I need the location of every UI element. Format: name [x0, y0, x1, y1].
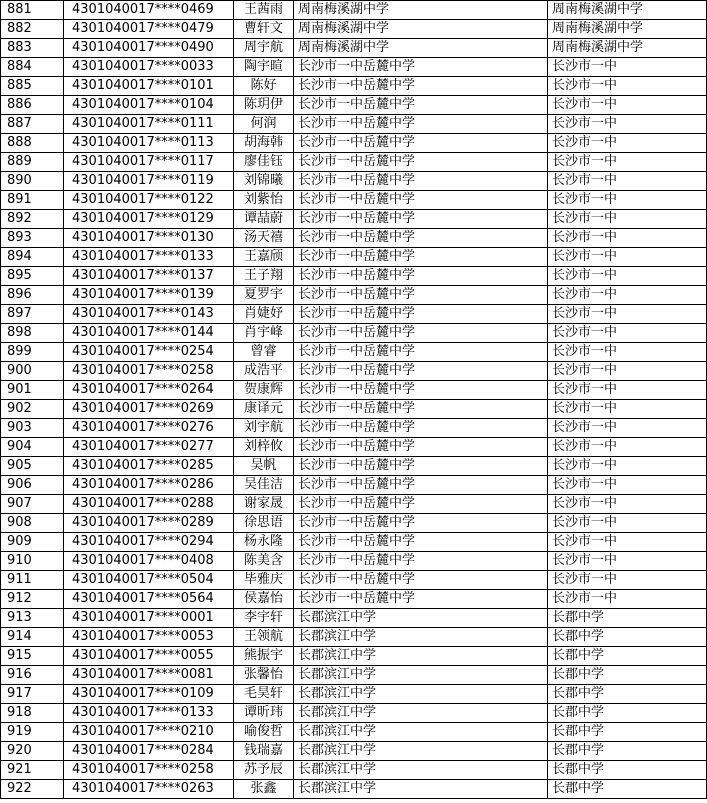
id-number-cell: 4301040017****0113 — [64, 134, 234, 153]
student-name-cell: 肖宇峰 — [234, 324, 294, 343]
student-name-cell: 毛昊轩 — [234, 685, 294, 704]
id-number-cell: 4301040017****0137 — [64, 267, 234, 286]
id-number-cell: 4301040017****0276 — [64, 419, 234, 438]
table-row — [1, 666, 707, 685]
table-row — [1, 115, 707, 134]
table-body — [1, 1, 707, 799]
row-number-cell: 919 — [1, 723, 64, 742]
row-number-cell: 911 — [1, 571, 64, 590]
id-number-cell: 4301040017****0109 — [64, 685, 234, 704]
id-number-cell: 4301040017****0122 — [64, 191, 234, 210]
student-name-cell: 刘紫怡 — [234, 191, 294, 210]
student-name-cell: 陈美含 — [234, 552, 294, 571]
id-number-cell: 4301040017****0504 — [64, 571, 234, 590]
table-row — [1, 571, 707, 590]
id-number-cell: 4301040017****0133 — [64, 248, 234, 267]
student-name-cell: 毕雅庆 — [234, 571, 294, 590]
parent-school-cell: 长沙市一中 — [548, 115, 707, 134]
table-row — [1, 495, 707, 514]
id-number-cell: 4301040017****0479 — [64, 20, 234, 39]
school-cell: 长沙市一中岳麓中学 — [294, 590, 548, 609]
id-number-cell: 4301040017****0277 — [64, 438, 234, 457]
row-number-cell: 916 — [1, 666, 64, 685]
row-number-cell: 881 — [1, 1, 64, 20]
school-cell: 长沙市一中岳麓中学 — [294, 286, 548, 305]
parent-school-cell: 长沙市一中 — [548, 96, 707, 115]
school-cell: 长沙市一中岳麓中学 — [294, 172, 548, 191]
table-row — [1, 761, 707, 780]
row-number-cell: 915 — [1, 647, 64, 666]
row-number-cell: 913 — [1, 609, 64, 628]
id-number-cell: 4301040017****0289 — [64, 514, 234, 533]
school-cell: 长沙市一中岳麓中学 — [294, 438, 548, 457]
id-number-cell: 4301040017****0081 — [64, 666, 234, 685]
school-cell: 长沙市一中岳麓中学 — [294, 362, 548, 381]
school-cell: 长沙市一中岳麓中学 — [294, 533, 548, 552]
row-number-cell: 905 — [1, 457, 64, 476]
student-name-cell: 徐思语 — [234, 514, 294, 533]
school-cell: 长郡滨江中学 — [294, 761, 548, 780]
school-cell: 长沙市一中岳麓中学 — [294, 419, 548, 438]
school-cell: 长郡滨江中学 — [294, 609, 548, 628]
table-row — [1, 704, 707, 723]
id-number-cell: 4301040017****0101 — [64, 77, 234, 96]
id-number-cell: 4301040017****0055 — [64, 647, 234, 666]
row-number-cell: 891 — [1, 191, 64, 210]
student-name-cell: 张馨怡 — [234, 666, 294, 685]
school-cell: 长沙市一中岳麓中学 — [294, 514, 548, 533]
row-number-cell: 906 — [1, 476, 64, 495]
school-cell: 长郡滨江中学 — [294, 666, 548, 685]
row-number-cell: 897 — [1, 305, 64, 324]
school-cell: 长沙市一中岳麓中学 — [294, 343, 548, 362]
table-row — [1, 229, 707, 248]
table-row — [1, 58, 707, 77]
parent-school-cell: 长沙市一中 — [548, 153, 707, 172]
id-number-cell: 4301040017****0469 — [64, 1, 234, 20]
school-cell: 长沙市一中岳麓中学 — [294, 324, 548, 343]
row-number-cell: 909 — [1, 533, 64, 552]
row-number-cell: 903 — [1, 419, 64, 438]
row-number-cell: 914 — [1, 628, 64, 647]
row-number-cell: 921 — [1, 761, 64, 780]
table-row — [1, 647, 707, 666]
student-name-cell: 刘锦曦 — [234, 172, 294, 191]
parent-school-cell: 长沙市一中 — [548, 77, 707, 96]
row-number-cell: 907 — [1, 495, 64, 514]
row-number-cell: 883 — [1, 39, 64, 58]
school-cell: 长郡滨江中学 — [294, 628, 548, 647]
row-number-cell: 890 — [1, 172, 64, 191]
table-row — [1, 514, 707, 533]
table-row — [1, 96, 707, 115]
row-number-cell: 901 — [1, 381, 64, 400]
row-number-cell: 885 — [1, 77, 64, 96]
parent-school-cell: 长郡中学 — [548, 685, 707, 704]
parent-school-cell: 长沙市一中 — [548, 305, 707, 324]
parent-school-cell: 长郡中学 — [548, 780, 707, 799]
school-cell: 长郡滨江中学 — [294, 742, 548, 761]
table-row — [1, 172, 707, 191]
table-row — [1, 780, 707, 799]
parent-school-cell: 长沙市一中 — [548, 172, 707, 191]
table-row — [1, 628, 707, 647]
id-number-cell: 4301040017****0119 — [64, 172, 234, 191]
school-cell: 长沙市一中岳麓中学 — [294, 191, 548, 210]
table-row — [1, 343, 707, 362]
student-name-cell: 王茜雨 — [234, 1, 294, 20]
school-cell: 长郡滨江中学 — [294, 647, 548, 666]
parent-school-cell: 长沙市一中 — [548, 286, 707, 305]
table-row — [1, 77, 707, 96]
student-name-cell: 杨永隆 — [234, 533, 294, 552]
school-cell: 长沙市一中岳麓中学 — [294, 248, 548, 267]
table-row — [1, 362, 707, 381]
parent-school-cell: 长沙市一中 — [548, 552, 707, 571]
id-number-cell: 4301040017****0263 — [64, 780, 234, 799]
student-name-cell: 侯嘉怡 — [234, 590, 294, 609]
parent-school-cell: 长沙市一中 — [548, 533, 707, 552]
student-name-cell: 王嘉颀 — [234, 248, 294, 267]
id-number-cell: 4301040017****0284 — [64, 742, 234, 761]
id-number-cell: 4301040017****0288 — [64, 495, 234, 514]
student-name-cell: 康译元 — [234, 400, 294, 419]
parent-school-cell: 长沙市一中 — [548, 362, 707, 381]
row-number-cell: 899 — [1, 343, 64, 362]
id-number-cell: 4301040017****0144 — [64, 324, 234, 343]
table-row — [1, 742, 707, 761]
row-number-cell: 910 — [1, 552, 64, 571]
student-name-cell: 王领航 — [234, 628, 294, 647]
student-name-cell: 肖婕妤 — [234, 305, 294, 324]
id-number-cell: 4301040017****0033 — [64, 58, 234, 77]
parent-school-cell: 长郡中学 — [548, 666, 707, 685]
school-cell: 长沙市一中岳麓中学 — [294, 115, 548, 134]
row-number-cell: 900 — [1, 362, 64, 381]
row-number-cell: 896 — [1, 286, 64, 305]
parent-school-cell: 长沙市一中 — [548, 58, 707, 77]
row-number-cell: 886 — [1, 96, 64, 115]
student-name-cell: 周宇航 — [234, 39, 294, 58]
id-number-cell: 4301040017****0269 — [64, 400, 234, 419]
row-number-cell: 917 — [1, 685, 64, 704]
school-cell: 长沙市一中岳麓中学 — [294, 381, 548, 400]
id-number-cell: 4301040017****0490 — [64, 39, 234, 58]
row-number-cell: 889 — [1, 153, 64, 172]
table-row — [1, 723, 707, 742]
id-number-cell: 4301040017****0133 — [64, 704, 234, 723]
id-number-cell: 4301040017****0001 — [64, 609, 234, 628]
student-name-cell: 胡海韩 — [234, 134, 294, 153]
table-row — [1, 248, 707, 267]
parent-school-cell: 周南梅溪湖中学 — [548, 39, 707, 58]
student-name-cell: 苏予辰 — [234, 761, 294, 780]
student-name-cell: 谢家晟 — [234, 495, 294, 514]
table-row — [1, 400, 707, 419]
student-name-cell: 廖佳钰 — [234, 153, 294, 172]
parent-school-cell: 长郡中学 — [548, 742, 707, 761]
row-number-cell: 892 — [1, 210, 64, 229]
student-name-cell: 曾睿 — [234, 343, 294, 362]
parent-school-cell: 长郡中学 — [548, 628, 707, 647]
id-number-cell: 4301040017****0286 — [64, 476, 234, 495]
table-row — [1, 457, 707, 476]
parent-school-cell: 长沙市一中 — [548, 438, 707, 457]
parent-school-cell: 长郡中学 — [548, 704, 707, 723]
parent-school-cell: 长沙市一中 — [548, 400, 707, 419]
table-row — [1, 419, 707, 438]
school-cell: 长沙市一中岳麓中学 — [294, 457, 548, 476]
student-name-cell: 谭昕玮 — [234, 704, 294, 723]
student-name-cell: 刘梓攸 — [234, 438, 294, 457]
row-number-cell: 920 — [1, 742, 64, 761]
id-number-cell: 4301040017****0143 — [64, 305, 234, 324]
parent-school-cell: 长沙市一中 — [548, 514, 707, 533]
school-cell: 长沙市一中岳麓中学 — [294, 552, 548, 571]
school-cell: 长沙市一中岳麓中学 — [294, 305, 548, 324]
school-cell: 长沙市一中岳麓中学 — [294, 210, 548, 229]
parent-school-cell: 长郡中学 — [548, 609, 707, 628]
id-number-cell: 4301040017****0053 — [64, 628, 234, 647]
student-name-cell: 曹轩文 — [234, 20, 294, 39]
student-name-cell: 何润 — [234, 115, 294, 134]
table-row — [1, 286, 707, 305]
parent-school-cell: 长沙市一中 — [548, 210, 707, 229]
row-number-cell: 908 — [1, 514, 64, 533]
school-cell: 长沙市一中岳麓中学 — [294, 267, 548, 286]
row-number-cell: 894 — [1, 248, 64, 267]
row-number-cell: 912 — [1, 590, 64, 609]
student-name-cell: 钱瑞嘉 — [234, 742, 294, 761]
school-cell: 长沙市一中岳麓中学 — [294, 495, 548, 514]
student-name-cell: 夏罗宇 — [234, 286, 294, 305]
school-cell: 周南梅溪湖中学 — [294, 1, 548, 20]
table-row — [1, 324, 707, 343]
parent-school-cell: 长沙市一中 — [548, 457, 707, 476]
row-number-cell: 887 — [1, 115, 64, 134]
school-cell: 长郡滨江中学 — [294, 685, 548, 704]
id-number-cell: 4301040017****0139 — [64, 286, 234, 305]
row-number-cell: 884 — [1, 58, 64, 77]
school-cell: 长郡滨江中学 — [294, 780, 548, 799]
student-name-cell: 陶宇暄 — [234, 58, 294, 77]
student-name-cell: 喻俊哲 — [234, 723, 294, 742]
parent-school-cell: 长沙市一中 — [548, 590, 707, 609]
parent-school-cell: 长沙市一中 — [548, 419, 707, 438]
table-row — [1, 134, 707, 153]
parent-school-cell: 长沙市一中 — [548, 229, 707, 248]
parent-school-cell: 长沙市一中 — [548, 495, 707, 514]
parent-school-cell: 周南梅溪湖中学 — [548, 1, 707, 20]
school-cell: 长沙市一中岳麓中学 — [294, 229, 548, 248]
student-name-cell: 贺康辉 — [234, 381, 294, 400]
id-number-cell: 4301040017****0564 — [64, 590, 234, 609]
table-row — [1, 438, 707, 457]
school-cell: 长沙市一中岳麓中学 — [294, 134, 548, 153]
student-name-cell: 李宇轩 — [234, 609, 294, 628]
student-name-cell: 吴帆 — [234, 457, 294, 476]
student-name-cell: 张鑫 — [234, 780, 294, 799]
row-number-cell: 918 — [1, 704, 64, 723]
id-number-cell: 4301040017****0210 — [64, 723, 234, 742]
table-row — [1, 20, 707, 39]
school-cell: 长沙市一中岳麓中学 — [294, 58, 548, 77]
id-number-cell: 4301040017****0104 — [64, 96, 234, 115]
id-number-cell: 4301040017****0129 — [64, 210, 234, 229]
parent-school-cell: 长沙市一中 — [548, 476, 707, 495]
table-row — [1, 305, 707, 324]
student-name-cell: 成浩平 — [234, 362, 294, 381]
id-number-cell: 4301040017****0254 — [64, 343, 234, 362]
id-number-cell: 4301040017****0408 — [64, 552, 234, 571]
school-cell: 长沙市一中岳麓中学 — [294, 77, 548, 96]
id-number-cell: 4301040017****0130 — [64, 229, 234, 248]
school-cell: 周南梅溪湖中学 — [294, 39, 548, 58]
table-row — [1, 39, 707, 58]
table-row — [1, 210, 707, 229]
school-cell: 长郡滨江中学 — [294, 704, 548, 723]
parent-school-cell: 长沙市一中 — [548, 267, 707, 286]
parent-school-cell: 长沙市一中 — [548, 248, 707, 267]
parent-school-cell: 长沙市一中 — [548, 343, 707, 362]
school-cell: 长沙市一中岳麓中学 — [294, 96, 548, 115]
student-name-cell: 汤天禧 — [234, 229, 294, 248]
parent-school-cell: 长沙市一中 — [548, 324, 707, 343]
table-row — [1, 191, 707, 210]
row-number-cell: 904 — [1, 438, 64, 457]
table-row — [1, 476, 707, 495]
table-row — [1, 533, 707, 552]
id-number-cell: 4301040017****0111 — [64, 115, 234, 134]
parent-school-cell: 长郡中学 — [548, 723, 707, 742]
table-row — [1, 267, 707, 286]
row-number-cell: 882 — [1, 20, 64, 39]
row-number-cell: 922 — [1, 780, 64, 799]
table-row — [1, 381, 707, 400]
id-number-cell: 4301040017****0264 — [64, 381, 234, 400]
parent-school-cell: 长沙市一中 — [548, 134, 707, 153]
student-name-cell: 陈好 — [234, 77, 294, 96]
parent-school-cell: 长沙市一中 — [548, 571, 707, 590]
table-row — [1, 1, 707, 20]
id-number-cell: 4301040017****0285 — [64, 457, 234, 476]
student-name-cell: 王子翔 — [234, 267, 294, 286]
school-cell: 长郡滨江中学 — [294, 723, 548, 742]
student-name-cell: 谭喆蔚 — [234, 210, 294, 229]
student-name-cell: 刘宇航 — [234, 419, 294, 438]
table-row — [1, 153, 707, 172]
school-cell: 长沙市一中岳麓中学 — [294, 476, 548, 495]
school-cell: 长沙市一中岳麓中学 — [294, 400, 548, 419]
table-row — [1, 609, 707, 628]
student-name-cell: 吴佳洁 — [234, 476, 294, 495]
parent-school-cell: 长沙市一中 — [548, 191, 707, 210]
row-number-cell: 888 — [1, 134, 64, 153]
row-number-cell: 898 — [1, 324, 64, 343]
student-name-cell: 熊振宇 — [234, 647, 294, 666]
table-row — [1, 685, 707, 704]
row-number-cell: 895 — [1, 267, 64, 286]
id-number-cell: 4301040017****0117 — [64, 153, 234, 172]
parent-school-cell: 长沙市一中 — [548, 381, 707, 400]
id-number-cell: 4301040017****0258 — [64, 362, 234, 381]
table-row — [1, 552, 707, 571]
student-name-cell: 陈玥伊 — [234, 96, 294, 115]
school-cell: 周南梅溪湖中学 — [294, 20, 548, 39]
school-cell: 长沙市一中岳麓中学 — [294, 153, 548, 172]
id-number-cell: 4301040017****0294 — [64, 533, 234, 552]
parent-school-cell: 周南梅溪湖中学 — [548, 20, 707, 39]
id-number-cell: 4301040017****0258 — [64, 761, 234, 780]
parent-school-cell: 长郡中学 — [548, 647, 707, 666]
school-cell: 长沙市一中岳麓中学 — [294, 571, 548, 590]
row-number-cell: 893 — [1, 229, 64, 248]
row-number-cell: 902 — [1, 400, 64, 419]
table-row — [1, 590, 707, 609]
parent-school-cell: 长郡中学 — [548, 761, 707, 780]
